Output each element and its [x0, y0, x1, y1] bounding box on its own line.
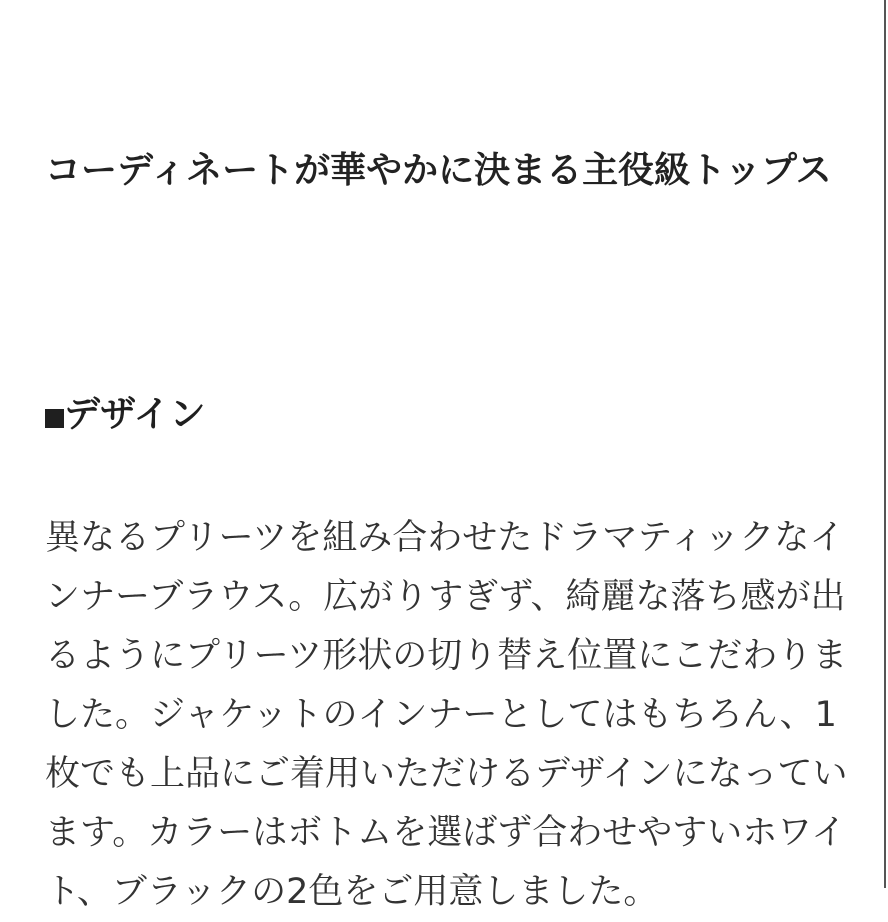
design-section-title: デザイン	[64, 394, 206, 435]
design-description-paragraph	[45, 509, 848, 922]
paragraph-line: ます。カラーはボトムを選ばず合わせやすいホワイ	[45, 813, 847, 853]
paragraph-line: 異なるプリーツを組み合わせたドラマティックなイ	[45, 518, 845, 558]
design-section-header	[45, 393, 205, 437]
black-square-bullet-icon	[45, 409, 64, 428]
paragraph-line: るようにプリーツ形状の切り替え位置にこだわりま	[45, 636, 848, 676]
paragraph-line: ンナーブラウス。広がりすぎず、綺麗な落ち感が出	[45, 577, 846, 617]
content-right-border	[884, 0, 886, 888]
paragraph-line: 枚でも上品にご着用いただけるデザインになってい	[45, 754, 848, 794]
product-headline: コーディネートが華やかに決まる主役級トップス	[45, 150, 832, 191]
paragraph-line: した。ジャケットのインナーとしてはもちろん、1	[45, 695, 837, 735]
paragraph-line: ト、ブラックの2色をご用意しました。	[45, 872, 659, 912]
